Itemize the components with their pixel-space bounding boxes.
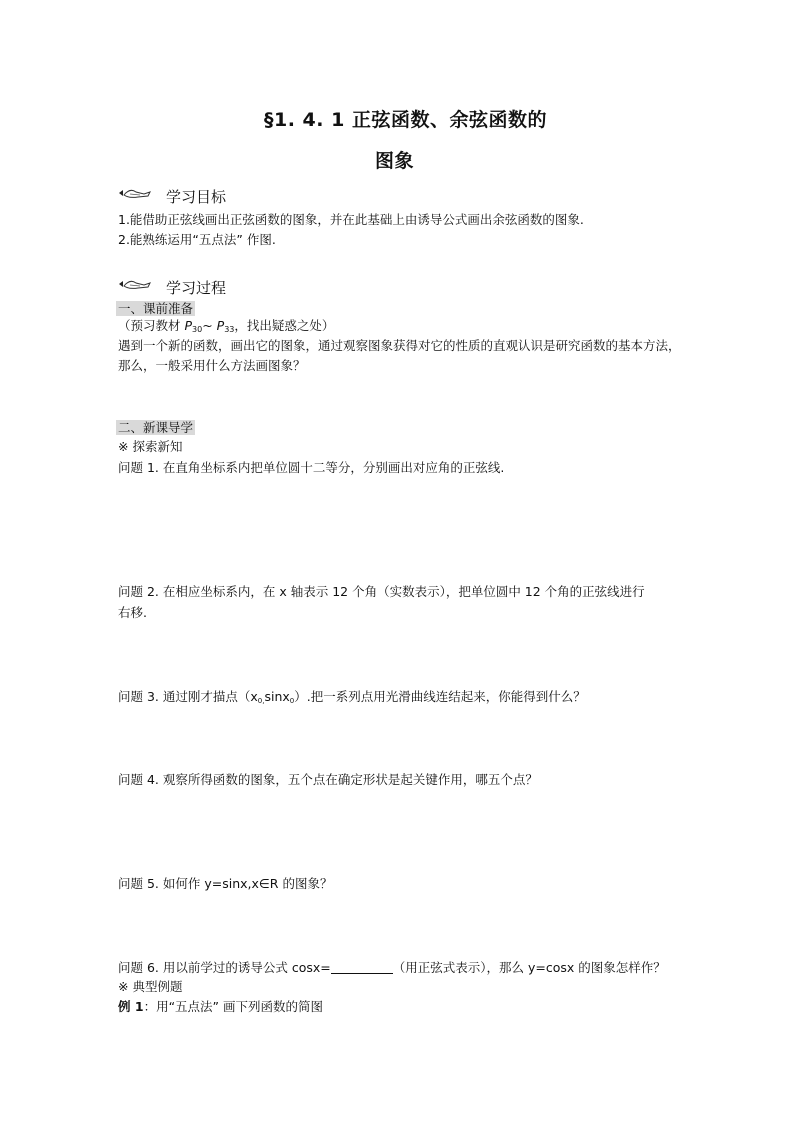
question-6: 问题 6. 用以前学过的诱导公式 cosx= （用正弦式表示），那么 y=cosx 的图象怎样作？ — [118, 960, 666, 975]
goal-item-1: 1.能借助正弦线画出正弦函数的图象，并在此基础上由诱导公式画出余弦函数的图象. — [118, 212, 584, 227]
question-3: 问题 3. 通过刚才描点（x0,sinx0）.把一系列点用光滑曲线连结起来，你能得到什么？ — [118, 689, 586, 705]
explore-heading: ※ 探索新知 — [118, 439, 183, 454]
example-1: 例 1：用“五点法” 画下列函数的简图 — [118, 999, 323, 1014]
question-4: 问题 4. 观察所得函数的图象，五个点在确定形状是起关键作用，哪五个点？ — [118, 772, 538, 787]
section-1-text: 遇到一个新的函数，画出它的图象，通过观察图象获得对它的性质的直观认识是研究函数的基本方法，那么，一般采用什么方法画图象？ — [118, 338, 681, 373]
answer-blank[interactable] — [331, 961, 393, 974]
examples-heading: ※ 典型例题 — [118, 979, 183, 994]
page-title-line2: 图象 — [375, 150, 415, 172]
question-5: 问题 5. 如何作 y=sinx,x∈R 的图象？ — [118, 876, 333, 891]
goals-heading: 学习目标 — [166, 188, 227, 206]
pen-hand-icon — [118, 186, 152, 200]
goal-item-2: 2.能熟练运用“五点法” 作图. — [118, 232, 276, 247]
preview-note: （预习教材 $P_{30}\sim$ $P_{33}$，找出疑惑之处） — [118, 318, 335, 334]
process-heading: 学习过程 — [166, 279, 227, 297]
page-title: §1. 4. 1 正弦函数、余弦函数的 — [264, 109, 547, 131]
question-1: 问题 1. 在直角坐标系内把单位圆十二等分，分别画出对应角的正弦线. — [118, 460, 505, 475]
question-2-line-1: 问题 2. 在相应坐标系内，在 x 轴表示 12 个角（实数表示），把单位圆中 12 个角的正弦线进行 — [118, 584, 645, 599]
question-2-line-2: 右移. — [118, 605, 147, 620]
pen-hand-icon — [118, 277, 152, 291]
section-2-label: 二、新课导学 — [118, 420, 194, 435]
section-1-label: 一、课前准备 — [118, 301, 194, 316]
